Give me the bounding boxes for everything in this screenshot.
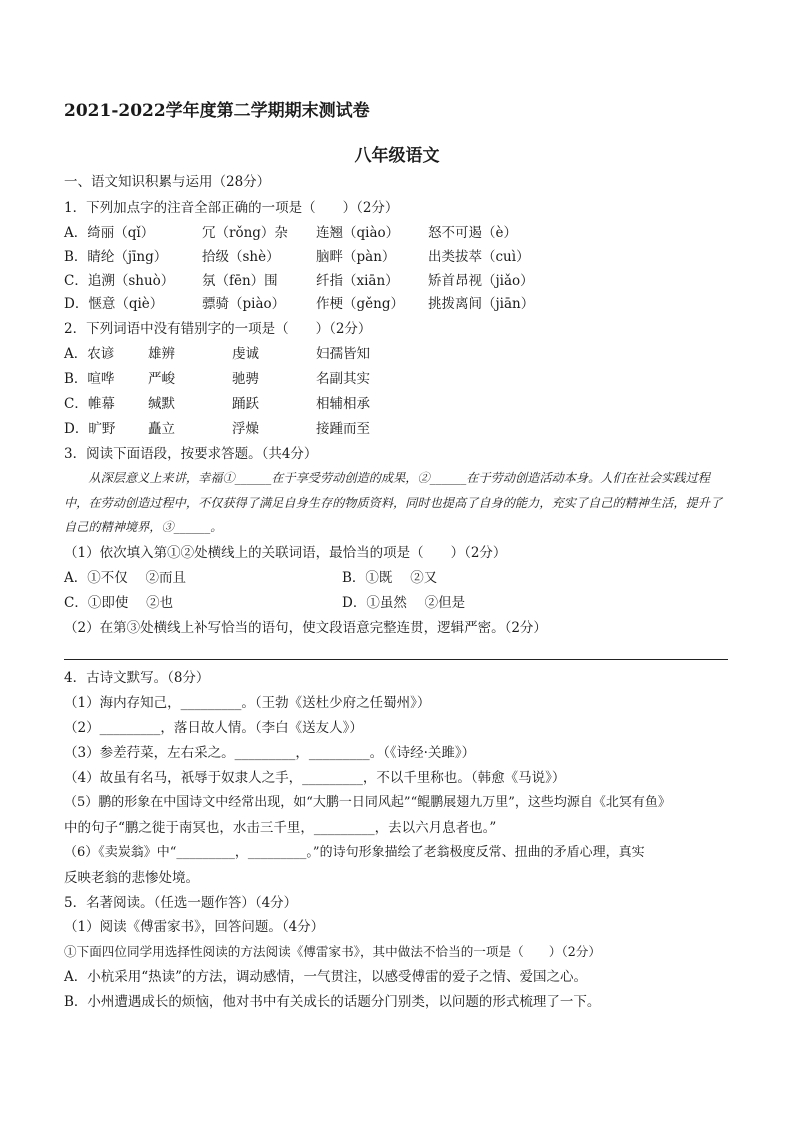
q4-line-2: （2）_________，落日故人情。（李白《送友人》） (64, 720, 363, 736)
q1-option-d-item2: 骠骑（piào） (202, 296, 286, 312)
q1-option-a-item1: A．绮丽（qǐ） (64, 225, 155, 241)
q4-line-8: 反映老翁的悲惨处境。 (64, 870, 199, 886)
q5-option-b: B．小州遭遇成长的烦恼，他对书中有关成长的话题分门别类，以问题的形式梳理了一下。 (64, 994, 601, 1010)
q2-option-c-item4: 相辅相承 (316, 396, 370, 412)
subject-title: 八年级语文 (354, 146, 440, 166)
q1-option-c-item1: C．追溯（shuò） (64, 273, 175, 289)
exam-title: 2021-2022学年度第二学期期末测试卷 (64, 101, 370, 121)
q3-option-a: A．①不仅 ②而且 (64, 570, 187, 586)
q2-option-d-item1: D．旷野 (64, 421, 116, 437)
q3-option-c: C．①即使 ②也 (64, 595, 174, 611)
q1-option-b-item3: 脑畔（pàn） (316, 249, 396, 265)
q1-option-c-item2: 氛（fēn）围 (202, 273, 278, 289)
q1-option-b-item2: 拾级（shè） (202, 249, 280, 265)
q5-sub1: （1）阅读《傅雷家书》，回答问题。（4分） (64, 919, 325, 935)
q2-option-c-item1: C．帷幕 (64, 396, 115, 412)
q3-option-d: D．①虽然 ②但是 (342, 595, 466, 611)
q4-line-1: （1）海内存知己，_________。（王勃《送杜少府之任蜀州》） (64, 695, 431, 711)
q1-option-b-item1: B．睛纶（jīng） (64, 249, 168, 265)
q1-option-a-item4: 怒不可遏（è） (428, 225, 517, 241)
q2-option-b-item2: 严峻 (148, 371, 175, 387)
q2-option-b-item3: 驰骋 (232, 371, 259, 387)
q4-stem: 4．古诗文默写。（8分） (64, 670, 210, 686)
q1-option-c-item4: 矫首昂视（jiǎo） (428, 273, 534, 289)
q2-option-d-item2: 矗立 (148, 421, 175, 437)
q3-option-b: B．①既 ②又 (342, 570, 438, 586)
q1-option-c-item3: 纤指（xiān） (316, 273, 399, 289)
q2-option-b-item1: B．喧哗 (64, 371, 115, 387)
q2-option-c-item3: 踊跃 (232, 396, 259, 412)
q2-stem: 2．下列词语中没有错别字的一项是（ ）（2分） (64, 321, 372, 337)
q4-line-4: （4）故虽有名马，祇辱于奴隶人之手，_________，不以千里称也。（韩愈《马说》） (64, 770, 566, 786)
q4-line-6: 中的句子“鹏之徙于南冥也，水击三千里，_________，去以六月息者也。” (64, 820, 497, 836)
q5-stem: 5．名著阅读。（任选一题作答）（4分） (64, 895, 298, 911)
q3-passage: 从深层意义上来讲，幸福①______在于享受劳动创造的成果，②______在于劳动创造活动本身。人们在社会实践过程中，在劳动创造过程中，不仅获得了满足自身生存的物质资料，同时也提高了自身的能力，充实了自己的精神生活，提升了自己的精神境界，③______。 (64, 471, 723, 534)
q2-option-a-item1: A．农谚 (64, 346, 115, 362)
q4-line-3: （3）参差荇菜，左右采之。_________，_________。（《诗经·关雎》） (64, 745, 476, 761)
q2-option-a-item3: 虔诚 (232, 346, 259, 362)
answer-line (64, 659, 728, 660)
q2-option-d-item3: 浮燥 (232, 421, 259, 437)
q1-option-b-item4: 出类拔萃（cuì） (428, 249, 530, 265)
q5-question-1: ①下面四位同学用选择性阅读的方法阅读《傅雷家书》，其中做法不恰当的一项是（ ）（2分） (64, 944, 601, 959)
q5-option-a: A．小杭采用“热读”的方法，调动感情，一气贯注，以感受傅雷的爱子之情、爱国之心。 (64, 969, 588, 985)
q3-sub1: （1）依次填入第①②处横线上的关联词语，最恰当的项是（ ）（2分） (64, 545, 507, 561)
q2-option-a-item2: 雄辨 (148, 346, 175, 362)
q1-stem: 1．下列加点字的注音全部正确的一项是（ ）（2分） (64, 200, 399, 216)
q2-option-d-item4: 接踵而至 (316, 421, 370, 437)
q1-option-a-item2: 冗（rǒng）杂 (202, 225, 288, 241)
q3-sub2: （2）在第③处横线上补写恰当的语句，使文段语意完整连贯，逻辑严密。（2分） (64, 620, 547, 636)
q1-option-d-item1: D．惬意（qiè） (64, 296, 164, 312)
section-heading: 一、语文知识积累与运用（28分） (64, 174, 271, 190)
q1-option-d-item4: 挑拨离间（jiān） (428, 296, 535, 312)
q3-stem: 3．阅读下面语段，按要求答题。（共4分） (64, 446, 318, 462)
q2-option-a-item4: 妇孺皆知 (316, 346, 370, 362)
q1-option-a-item3: 连翘（qiào） (316, 225, 400, 241)
q1-option-d-item3: 作梗（gěng） (316, 296, 404, 312)
q4-line-5: （5）鹏的形象在中国诗文中经常出现，如“大鹏一日同风起”“鲲鹏展翅九万里”，这些均源自《北冥有鱼》 (64, 795, 671, 810)
q4-line-7: （6）《卖炭翁》中“_________，_________。”的诗句形象描绘了老翁极度反常、扭曲的矛盾心理，真实 (64, 845, 645, 860)
q2-option-c-item2: 缄默 (148, 396, 175, 412)
q2-option-b-item4: 名副其实 (316, 371, 370, 387)
